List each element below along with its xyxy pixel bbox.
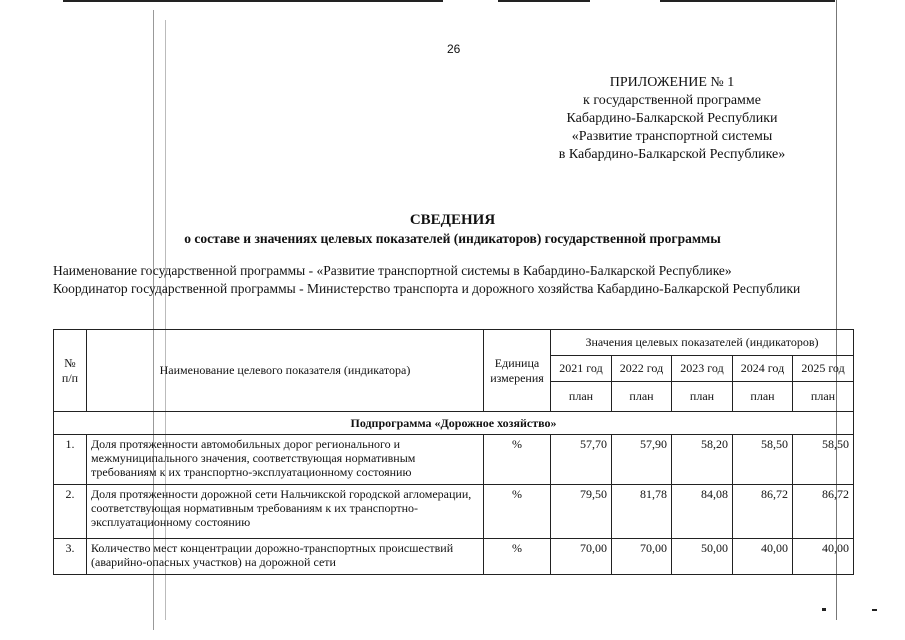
row-name: Доля протяженности автомобильных дорог регионального и межмуниципального значения, соответствующая нормативным требованиям к их транспортно-эксплуатационному состоянию [87,435,484,485]
row-value: 58,50 [733,435,793,485]
scan-line-top-mid [498,0,590,2]
appendix-line: «Развитие транспортной системы [571,129,773,144]
row-value: 79,50 [551,485,612,539]
row-value: 86,72 [733,485,793,539]
program-coordinator: Координатор государственной программы - Министерство транспорта и дорожного хозяйства Кабардино-Балкарской Республики [53,281,801,296]
header-plan: план [551,382,612,412]
appendix-line: к государственной программе [583,93,761,108]
header-num: № п/п [54,330,87,412]
row-unit: % [484,485,551,539]
header-plan: план [672,382,733,412]
header-year: 2025 год [793,356,854,382]
header-plan: план [612,382,672,412]
row-value: 57,70 [551,435,612,485]
row-num: 1. [54,435,87,485]
row-value: 58,50 [793,435,854,485]
header-unit: Единица измерения [484,330,551,412]
table-row [54,539,854,575]
page-number: 26 [447,42,461,56]
row-value: 57,90 [612,435,672,485]
row-name: Доля протяженности дорожной сети Нальчикской городской агломерации, соответствующая нормативным требованиям к их транспортно-эксплуатационному состоянию [87,485,484,539]
header-year: 2023 год [672,356,733,382]
row-value: 50,00 [672,539,733,575]
row-value: 70,00 [612,539,672,575]
row-num: 2. [54,485,87,539]
row-name: Количество мест концентрации дорожно-транспортных происшествий (аварийно-опасных участков) на дорожной сети [87,539,484,575]
row-value: 70,00 [551,539,612,575]
scan-line-top-left [63,0,443,2]
header-year: 2022 год [612,356,672,382]
header-name: Наименование целевого показателя (индикатора) [87,330,484,412]
row-unit: % [484,539,551,575]
appendix-header [507,74,837,164]
row-value: 58,20 [672,435,733,485]
program-name: Наименование государственной программы - «Развитие транспортной системы в Кабардино-Балкарской Республике» [53,263,732,278]
row-value: 40,00 [793,539,854,575]
scan-line-top-right [660,0,835,2]
header-values-group: Значения целевых показателей (индикаторов) [551,330,854,356]
appendix-line: ПРИЛОЖЕНИЕ № 1 [609,75,735,90]
row-value: 81,78 [612,485,672,539]
header-year: 2024 год [733,356,793,382]
table-row [54,435,854,485]
document-subtitle: о составе и значениях целевых показателей (индикаторов) государственной программы [184,231,721,246]
header-plan: план [733,382,793,412]
scan-dot [822,608,826,611]
subprogram-heading: Подпрограмма «Дорожное хозяйство» [54,412,854,435]
table-row [54,485,854,539]
row-value: 86,72 [793,485,854,539]
row-value: 40,00 [733,539,793,575]
row-num: 3. [54,539,87,575]
header-year: 2021 год [551,356,612,382]
row-unit: % [484,435,551,485]
scan-dot [872,609,877,611]
appendix-line: в Кабардино-Балкарской Республике» [558,147,786,162]
row-value: 84,08 [672,485,733,539]
appendix-line: Кабардино-Балкарской Республики [566,111,778,126]
header-plan: план [793,382,854,412]
indicators-table [53,329,854,575]
document-title: СВЕДЕНИЯ [409,212,496,228]
